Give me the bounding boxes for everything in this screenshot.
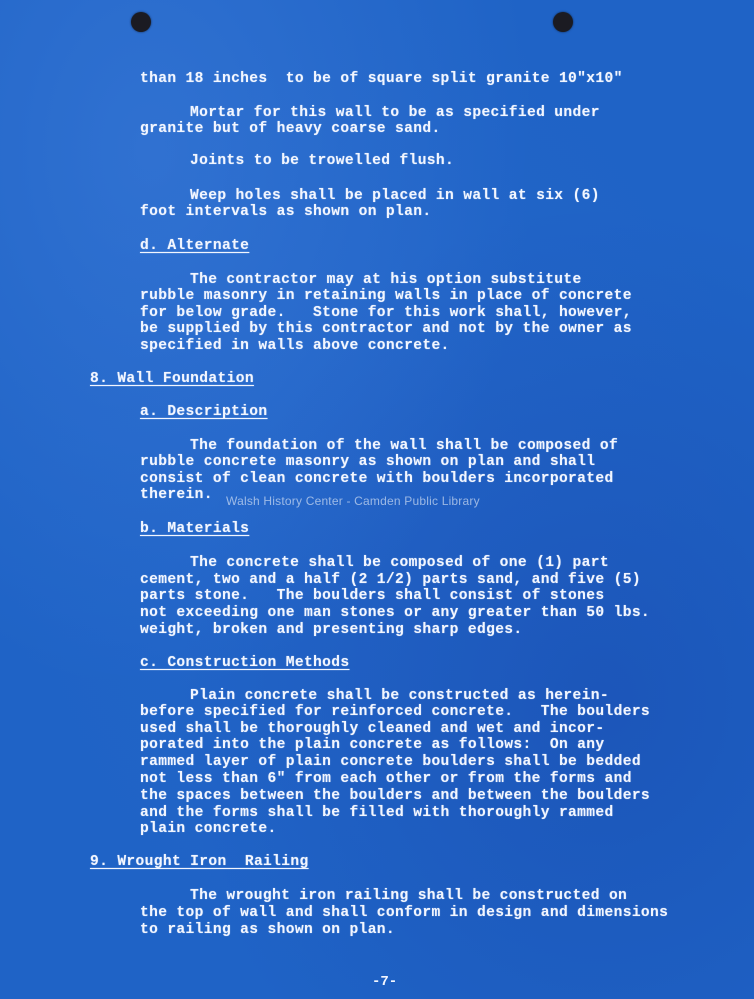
text-line: be supplied by this contractor and not by the owner as xyxy=(140,321,632,337)
text-line: The foundation of the wall shall be composed of xyxy=(190,438,619,454)
text-line: and the forms shall be filled with thoroughly rammed xyxy=(140,805,614,821)
text-line: rammed layer of plain concrete boulders shall be bedded xyxy=(140,754,641,770)
page-number: -7- xyxy=(372,974,398,990)
text-line: Mortar for this wall to be as specified under xyxy=(190,105,600,121)
text-line: before specified for reinforced concrete. The boulders xyxy=(140,704,651,720)
section-heading-wall-foundation: 8. Wall Foundation xyxy=(90,371,254,387)
text-line: to railing as shown on plan. xyxy=(140,922,396,938)
text-line: for below grade. Stone for this work shall, however, xyxy=(140,305,632,321)
text-line: Weep holes shall be placed in wall at six (6) xyxy=(190,188,600,204)
punch-hole-left xyxy=(131,12,151,32)
text-line: The contractor may at his option substitute xyxy=(190,272,582,288)
text-line: Plain concrete shall be constructed as herein- xyxy=(190,688,609,704)
text-line: consist of clean concrete with boulders incorporated xyxy=(140,471,614,487)
text-line: rubble masonry in retaining walls in place of concrete xyxy=(140,288,632,304)
text-line: than 18 inches to be of square split granite 10"x10" xyxy=(140,71,623,87)
text-line: Joints to be trowelled flush. xyxy=(190,153,455,169)
punch-hole-right xyxy=(553,12,573,32)
text-line: The wrought iron railing shall be constructed on xyxy=(190,888,628,904)
text-line: therein. xyxy=(140,487,213,503)
text-line: the top of wall and shall conform in design and dimensions xyxy=(140,905,669,921)
text-line: used shall be thoroughly cleaned and wet and incor- xyxy=(140,721,605,737)
text-line: plain concrete. xyxy=(140,821,277,837)
text-line: granite but of heavy coarse sand. xyxy=(140,121,441,137)
section-heading-alternate: d. Alternate xyxy=(140,238,250,254)
text-line: The concrete shall be composed of one (1) part xyxy=(190,555,609,571)
section-heading-wrought-iron-railing: 9. Wrought Iron Railing xyxy=(90,854,309,870)
watermark: Walsh History Center - Camden Public Library xyxy=(226,494,480,508)
section-heading-description: a. Description xyxy=(140,404,268,420)
text-line: the spaces between the boulders and between the boulders xyxy=(140,788,651,804)
text-line: not less than 6" from each other or from the forms and xyxy=(140,771,632,787)
text-line: cement, two and a half (2 1/2) parts sand, and five (5) xyxy=(140,572,641,588)
text-line: not exceeding one man stones or any greater than 50 lbs. xyxy=(140,605,651,621)
text-line: foot intervals as shown on plan. xyxy=(140,204,432,220)
text-line: weight, broken and presenting sharp edges. xyxy=(140,622,523,638)
text-line: specified in walls above concrete. xyxy=(140,338,450,354)
section-heading-construction-methods: c. Construction Methods xyxy=(140,655,350,671)
section-heading-materials: b. Materials xyxy=(140,521,250,537)
text-line: rubble concrete masonry as shown on plan and shall xyxy=(140,454,596,470)
text-line: porated into the plain concrete as follows: On any xyxy=(140,737,605,753)
text-line: parts stone. The boulders shall consist of stones xyxy=(140,588,605,604)
